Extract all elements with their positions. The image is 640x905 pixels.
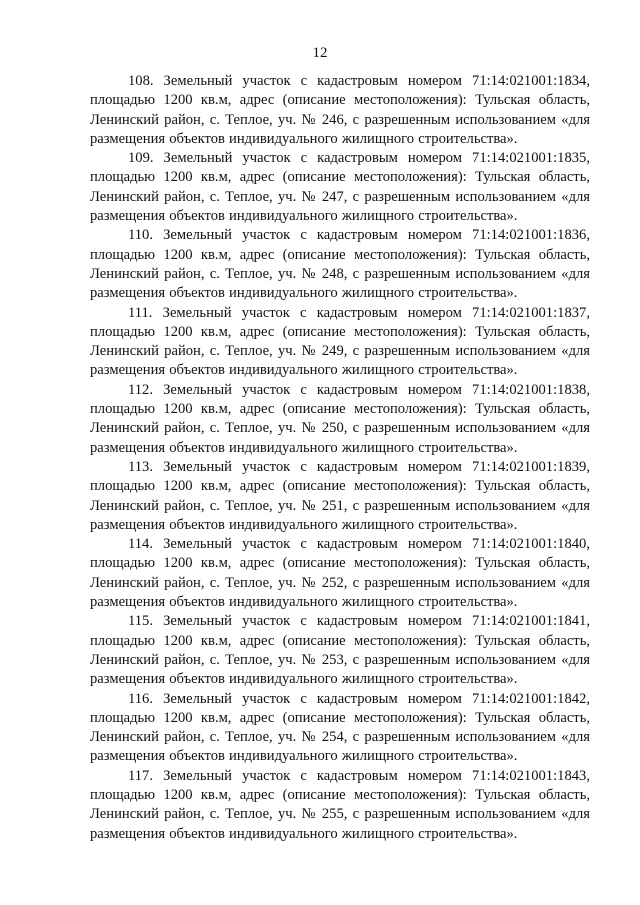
land-plot-paragraph: 117. Земельный участок с кадастровым номером 71:14:021001:1843, площадью 1200 кв.м, адрес (описание местоположения): Тульская область, Ленинский район, с. Теплое, уч. № 255, с разрешенным использованием «для размещения объектов индивидуального жилищного строительства». bbox=[90, 767, 590, 842]
page-number: 12 bbox=[312, 45, 328, 61]
land-plot-paragraph: 113. Земельный участок с кадастровым номером 71:14:021001:1839, площадью 1200 кв.м, адрес (описание местоположения): Тульская область, Ленинский район, с. Теплое, уч. № 251, с разрешенным использованием «для размещения объектов индивидуального жилищного строительства». bbox=[90, 458, 590, 533]
land-plot-paragraph: 115. Земельный участок с кадастровым номером 71:14:021001:1841, площадью 1200 кв.м, адрес (описание местоположения): Тульская область, Ленинский район, с. Теплое, уч. № 253, с разрешенным использованием «для размещения объектов индивидуального жилищного строительства». bbox=[90, 613, 590, 688]
land-plot-paragraph: 111. Земельный участок с кадастровым номером 71:14:021001:1837, площадью 1200 кв.м, адрес (описание местоположения): Тульская область, Ленинский район, с. Теплое, уч. № 249, с разрешенным использованием «для размещения объектов индивидуального жилищного строительства». bbox=[90, 304, 590, 379]
land-plot-paragraph: 108. Земельный участок с кадастровым номером 71:14:021001:1834, площадью 1200 кв.м, адрес (описание местоположения): Тульская область, Ленинский район, с. Теплое, уч. № 246, с разрешенным использованием «для размещения объектов индивидуального жилищного строительства». bbox=[90, 73, 590, 147]
land-plot-paragraph: 110. Земельный участок с кадастровым номером 71:14:021001:1836, площадью 1200 кв.м, адрес (описание местоположения): Тульская область, Ленинский район, с. Теплое, уч. № 248, с разрешенным использованием «для размещения объектов индивидуального жилищного строительства». bbox=[90, 227, 590, 302]
document-body bbox=[90, 72, 590, 844]
land-plot-paragraph: 112. Земельный участок с кадастровым номером 71:14:021001:1838, площадью 1200 кв.м, адрес (описание местоположения): Тульская область, Ленинский район, с. Теплое, уч. № 250, с разрешенным использованием «для размещения объектов индивидуального жилищного строительства». bbox=[90, 381, 590, 456]
land-plot-paragraph: 116. Земельный участок с кадастровым номером 71:14:021001:1842, площадью 1200 кв.м, адрес (описание местоположения): Тульская область, Ленинский район, с. Теплое, уч. № 254, с разрешенным использованием «для размещения объектов индивидуального жилищного строительства». bbox=[90, 690, 590, 765]
land-plot-paragraph: 114. Земельный участок с кадастровым номером 71:14:021001:1840, площадью 1200 кв.м, адрес (описание местоположения): Тульская область, Ленинский район, с. Теплое, уч. № 252, с разрешенным использованием «для размещения объектов индивидуального жилищного строительства». bbox=[90, 536, 590, 611]
land-plot-paragraph: 109. Земельный участок с кадастровым номером 71:14:021001:1835, площадью 1200 кв.м, адрес (описание местоположения): Тульская область, Ленинский район, с. Теплое, уч. № 247, с разрешенным использованием «для размещения объектов индивидуального жилищного строительства». bbox=[90, 150, 590, 225]
